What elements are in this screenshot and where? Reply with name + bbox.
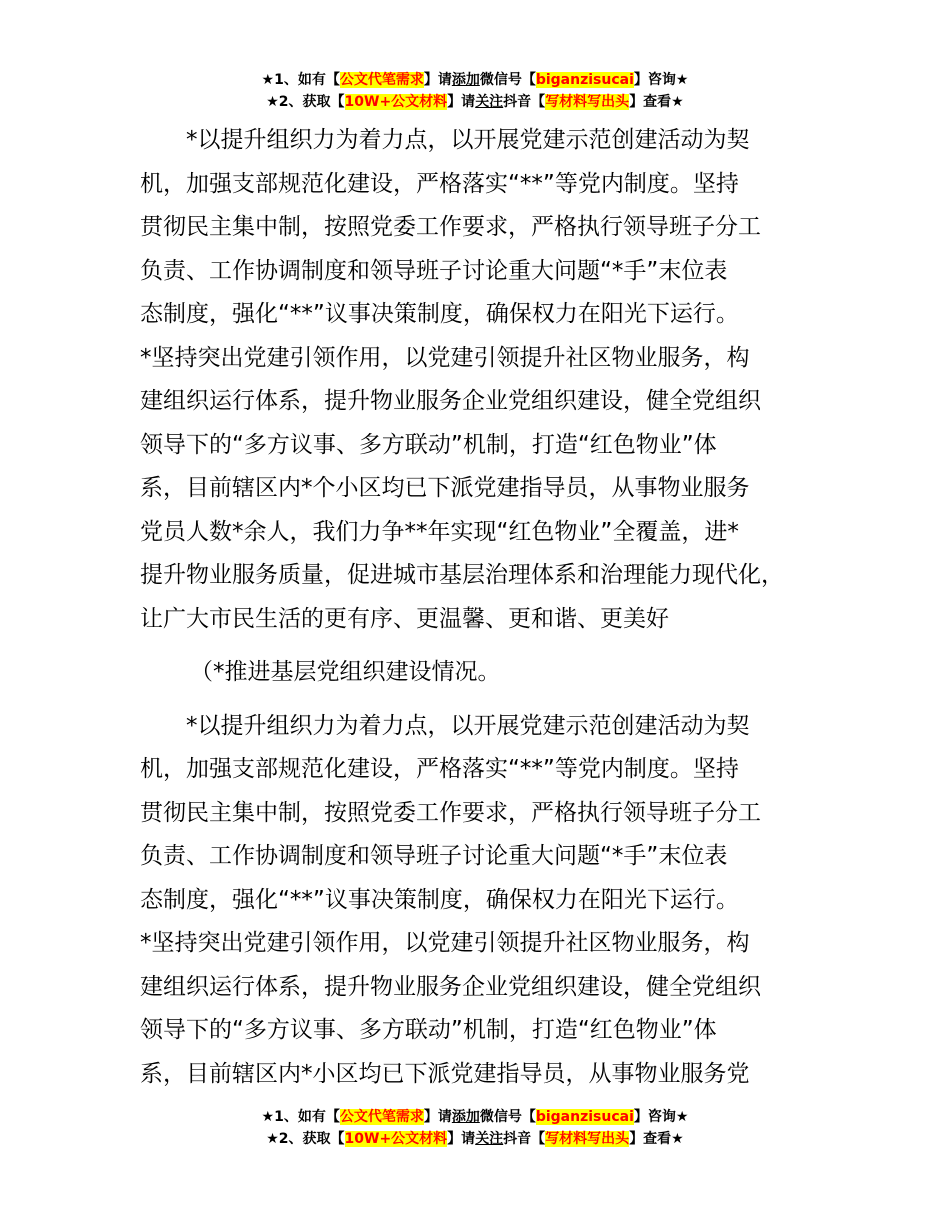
banner-highlight: 公文代笔需求 [339,1109,424,1125]
body-line: *以提升组织力为着力点，以开展党建示范创建活动为契 [186,712,750,739]
banner-text: 】查看★ [629,94,684,110]
banner-text: 抖音【 [503,94,546,110]
banner-text: 】请 [447,94,476,110]
body-line: 态制度，强化“**”议事决策制度，确保权力在阳光下运行。 [140,301,739,327]
banner-text: 】请 [423,72,452,88]
banner-highlight: biganzisucai [535,72,634,88]
banner-highlight: 10W+公文材料 [344,1131,448,1147]
top-banner [0,69,950,113]
banner-text: ★1、如有【 [261,72,340,88]
body-line: 系，目前辖区内*小区均已下派党建指导员，从事物业服务党 [140,1060,750,1087]
body-line: 领导下的“多方议事、多方联动”机制，打造“红色物业”体 [140,1017,717,1043]
banner-text: ★1、如有【 [261,1109,340,1125]
body-line: 提升物业服务质量，促进城市基层治理体系和治理能力现代化， [140,562,784,588]
body-line: 建组织运行体系，提升物业服务企业党组织建设，健全党组织 [140,973,761,1000]
banner-line-2 [0,1128,950,1150]
banner-text: 】咨询★ [633,72,689,88]
body-line: 建组织运行体系，提升物业服务企业党组织建设，健全党组织 [140,388,761,414]
banner-text: ★2、获取【 [266,94,345,110]
body-line: 贯彻民主集中制，按照党委工作要求，严格执行领导班子分工 [140,799,761,826]
body-line: 负责、工作协调制度和领导班子讨论重大问题“*手”末位表 [140,843,728,869]
banner-text: 】请 [447,1131,476,1147]
banner-text: 微信号【 [479,1109,536,1125]
body-line: 态制度，强化“**”议事决策制度，确保权力在阳光下运行。 [140,886,739,913]
banner-highlight: 10W+公文材料 [344,94,448,110]
banner-underlined: 添加 [451,72,480,88]
body-line: 贯彻民主集中制，按照党委工作要求，严格执行领导班子分工 [140,214,761,240]
section-heading: （*推进基层党组织建设情况。 [190,659,501,685]
banner-text: 】咨询★ [633,1109,689,1125]
banner-line-1 [0,1106,950,1128]
body-line: 机，加强支部规范化建设，严格落实“**”等党内制度。坚持 [140,756,739,782]
banner-underlined: 关注 [475,1131,504,1147]
banner-text: 】查看★ [629,1131,684,1147]
banner-line-1 [0,69,950,91]
banner-underlined: 关注 [475,94,504,110]
body-line: 系，目前辖区内*个小区均已下派党建指导员，从事物业服务 [140,475,750,501]
banner-underlined: 添加 [451,1109,480,1125]
banner-highlight: 写材料写出头 [545,1131,630,1147]
banner-highlight: biganzisucai [535,1109,634,1125]
body-line: 机，加强支部规范化建设，严格落实“**”等党内制度。坚持 [140,170,739,197]
banner-text: ★2、获取【 [266,1131,345,1147]
banner-highlight: 写材料写出头 [545,94,630,110]
document-body [140,119,840,1096]
body-line: *以提升组织力为着力点，以开展党建示范创建活动为契 [186,127,750,153]
banner-highlight: 公文代笔需求 [339,72,424,88]
body-line: 让广大市民生活的更有序、更温馨、更和谐、更美好 [140,605,669,632]
body-line: *坚持突出党建引领作用，以党建引领提升社区物业服务，构 [140,344,750,371]
body-line: 领导下的“多方议事、多方联动”机制，打造“红色物业”体 [140,431,717,458]
banner-text: 微信号【 [479,72,536,88]
banner-line-2 [0,91,950,113]
body-line: 负责、工作协调制度和领导班子讨论重大问题“*手”末位表 [140,257,728,284]
body-line: 党员人数*余人，我们力争**年实现“红色物业”全覆盖，进* [140,518,739,545]
banner-text: 抖音【 [503,1131,546,1147]
banner-text: 】请 [423,1109,452,1125]
bottom-banner [0,1106,950,1150]
body-line: *坚持突出党建引领作用，以党建引领提升社区物业服务，构 [140,930,750,956]
